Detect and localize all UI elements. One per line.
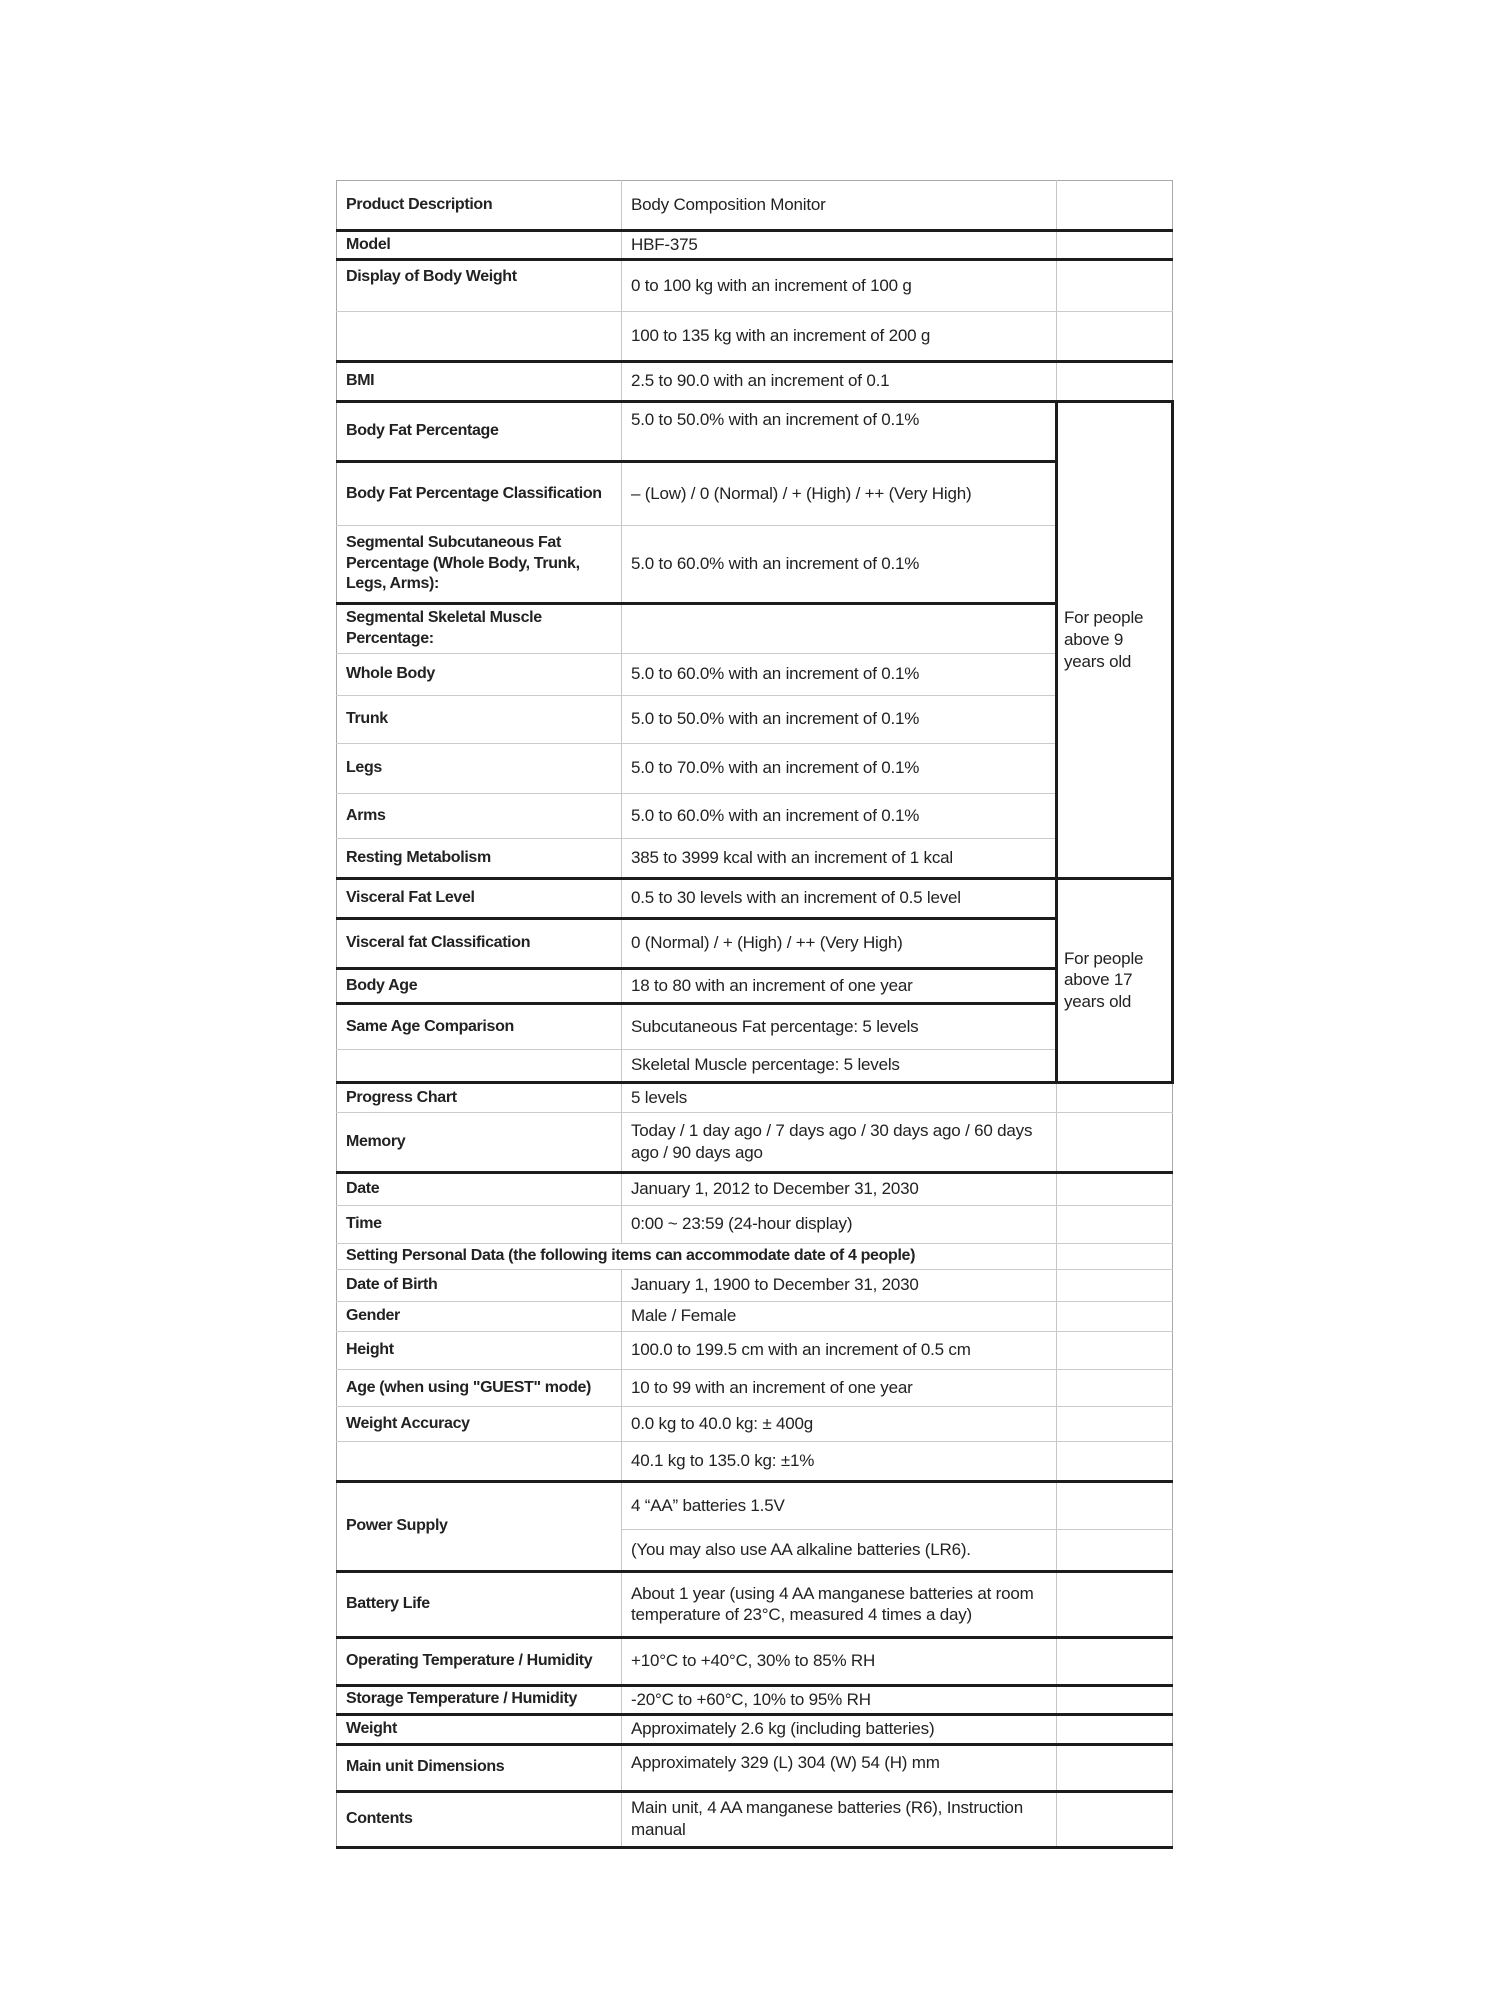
empty-cell — [1057, 1369, 1173, 1406]
empty-cell — [1057, 361, 1173, 401]
table-row — [337, 1406, 1173, 1441]
table-row — [337, 838, 1173, 878]
spec-value: 10 to 99 with an increment of one year — [622, 1369, 1057, 1406]
table-row — [337, 1205, 1173, 1243]
spec-label: BMI — [337, 361, 622, 401]
spec-label: Progress Chart — [337, 1082, 622, 1112]
empty-cell — [1057, 1269, 1173, 1301]
spec-label: Height — [337, 1331, 622, 1369]
spec-value: 5.0 to 70.0% with an increment of 0.1% — [622, 743, 1057, 793]
spec-value: 0 (Normal) / + (High) / ++ (Very High) — [622, 918, 1057, 968]
spec-label: Storage Temperature / Humidity — [337, 1685, 622, 1714]
table-row — [337, 311, 1173, 361]
empty-cell — [1057, 1243, 1173, 1269]
spec-value: Skeletal Muscle percentage: 5 levels — [622, 1049, 1057, 1082]
empty-cell — [1057, 1571, 1173, 1637]
table-row — [337, 1269, 1173, 1301]
spec-value: 18 to 80 with an increment of one year — [622, 968, 1057, 1003]
empty-cell — [1057, 1791, 1173, 1847]
spec-value: 5.0 to 60.0% with an increment of 0.1% — [622, 793, 1057, 838]
spec-label: Body Fat Percentage — [337, 401, 622, 461]
table-row — [337, 1685, 1173, 1714]
table-row — [337, 1791, 1173, 1847]
spec-value: Subcutaneous Fat percentage: 5 levels — [622, 1003, 1057, 1049]
spec-label: Same Age Comparison — [337, 1003, 622, 1049]
table-row — [337, 231, 1173, 260]
spec-value: Body Composition Monitor — [622, 181, 1057, 231]
age-note-above-9: For people above 9 years old — [1057, 401, 1173, 878]
empty-cell — [1057, 1331, 1173, 1369]
age-note-above-17: For people above 17 years old — [1057, 878, 1173, 1082]
empty-cell — [1057, 1205, 1173, 1243]
spec-label: Power Supply — [337, 1481, 622, 1571]
spec-value: 0 to 100 kg with an increment of 100 g — [622, 259, 1057, 311]
table-row — [337, 1331, 1173, 1369]
table-row — [337, 695, 1173, 743]
table-row — [337, 1369, 1173, 1406]
table-row — [337, 361, 1173, 401]
table-row — [337, 1301, 1173, 1331]
spec-value: 5 levels — [622, 1082, 1057, 1112]
spec-label: Contents — [337, 1791, 622, 1847]
table-row — [337, 918, 1173, 968]
spec-value: Approximately 2.6 kg (including batteries) — [622, 1714, 1057, 1744]
spec-label: Legs — [337, 743, 622, 793]
spec-label — [337, 1049, 622, 1082]
table-row — [337, 401, 1173, 461]
spec-value: 4 “AA” batteries 1.5V — [622, 1481, 1057, 1529]
table-row — [337, 1112, 1173, 1172]
spec-value: 40.1 kg to 135.0 kg: ±1% — [622, 1441, 1057, 1481]
spec-value — [622, 603, 1057, 653]
spec-value: 2.5 to 90.0 with an increment of 0.1 — [622, 361, 1057, 401]
table-row — [337, 968, 1173, 1003]
table-row — [337, 743, 1173, 793]
spec-value: Male / Female — [622, 1301, 1057, 1331]
table-row — [337, 1243, 1173, 1269]
spec-label: Trunk — [337, 695, 622, 743]
empty-cell — [1057, 1172, 1173, 1205]
spec-label — [337, 1441, 622, 1481]
table-row — [337, 1637, 1173, 1685]
spec-value: 5.0 to 50.0% with an increment of 0.1% — [622, 401, 1057, 461]
spec-label: Whole Body — [337, 653, 622, 695]
spec-label: Resting Metabolism — [337, 838, 622, 878]
empty-cell — [1057, 1637, 1173, 1685]
spec-value: 100 to 135 kg with an increment of 200 g — [622, 311, 1057, 361]
empty-cell — [1057, 1441, 1173, 1481]
empty-cell — [1057, 231, 1173, 260]
spec-label: Operating Temperature / Humidity — [337, 1637, 622, 1685]
spec-label: Date of Birth — [337, 1269, 622, 1301]
specifications-table — [336, 180, 1174, 1849]
spec-value: – (Low) / 0 (Normal) / + (High) / ++ (Very High) — [622, 461, 1057, 525]
spec-label: Weight Accuracy — [337, 1406, 622, 1441]
spec-value: 385 to 3999 kcal with an increment of 1 kcal — [622, 838, 1057, 878]
spec-value: 100.0 to 199.5 cm with an increment of 0.5 cm — [622, 1331, 1057, 1369]
spec-value: 5.0 to 50.0% with an increment of 0.1% — [622, 695, 1057, 743]
empty-cell — [1057, 1406, 1173, 1441]
table-row — [337, 1003, 1173, 1049]
empty-cell — [1057, 1112, 1173, 1172]
spec-value: (You may also use AA alkaline batteries (LR6). — [622, 1529, 1057, 1571]
spec-label: Product Description — [337, 181, 622, 231]
spec-value: January 1, 1900 to December 31, 2030 — [622, 1269, 1057, 1301]
spec-label: Main unit Dimensions — [337, 1744, 622, 1791]
empty-cell — [1057, 1529, 1173, 1571]
spec-value: About 1 year (using 4 AA manganese batteries at room temperature of 23°C, measured 4 times a day) — [622, 1571, 1057, 1637]
table-row — [337, 1571, 1173, 1637]
spec-label: Gender — [337, 1301, 622, 1331]
table-row — [337, 1172, 1173, 1205]
spec-value: 0.5 to 30 levels with an increment of 0.5 level — [622, 878, 1057, 918]
spec-label — [337, 311, 622, 361]
table-row — [337, 653, 1173, 695]
spec-value: Today / 1 day ago / 7 days ago / 30 days ago / 60 days ago / 90 days ago — [622, 1112, 1057, 1172]
spec-value: 5.0 to 60.0% with an increment of 0.1% — [622, 653, 1057, 695]
spec-label: Time — [337, 1205, 622, 1243]
spec-label: Segmental Skeletal Muscle Percentage: — [337, 603, 622, 653]
spec-label: Visceral fat Classification — [337, 918, 622, 968]
empty-cell — [1057, 1301, 1173, 1331]
spec-label: Battery Life — [337, 1571, 622, 1637]
spec-label: Display of Body Weight — [337, 259, 622, 311]
spec-value: -20°C to +60°C, 10% to 95% RH — [622, 1685, 1057, 1714]
table-row — [337, 525, 1173, 603]
table-row — [337, 259, 1173, 311]
spec-label: Model — [337, 231, 622, 260]
empty-cell — [1057, 259, 1173, 311]
table-row — [337, 461, 1173, 525]
spec-value: Approximately 329 (L) 304 (W) 54 (H) mm — [622, 1744, 1057, 1791]
spec-label: Body Fat Percentage Classification — [337, 461, 622, 525]
empty-cell — [1057, 1082, 1173, 1112]
table-row — [337, 181, 1173, 231]
table-row — [337, 1744, 1173, 1791]
empty-cell — [1057, 1481, 1173, 1529]
spec-value: January 1, 2012 to December 31, 2030 — [622, 1172, 1057, 1205]
empty-cell — [1057, 311, 1173, 361]
empty-cell — [1057, 181, 1173, 231]
table-row — [337, 793, 1173, 838]
spec-value: Main unit, 4 AA manganese batteries (R6), Instruction manual — [622, 1791, 1057, 1847]
spec-label: Visceral Fat Level — [337, 878, 622, 918]
spec-value: HBF-375 — [622, 231, 1057, 260]
table-row — [337, 1714, 1173, 1744]
table-row — [337, 1082, 1173, 1112]
spec-label: Body Age — [337, 968, 622, 1003]
spec-value: 0.0 kg to 40.0 kg: ± 400g — [622, 1406, 1057, 1441]
table-row — [337, 1481, 1173, 1529]
spec-label: Arms — [337, 793, 622, 838]
spec-value: 5.0 to 60.0% with an increment of 0.1% — [622, 525, 1057, 603]
spec-value: +10°C to +40°C, 30% to 85% RH — [622, 1637, 1057, 1685]
empty-cell — [1057, 1744, 1173, 1791]
table-row — [337, 603, 1173, 653]
section-header: Setting Personal Data (the following items can accommodate date of 4 people) — [337, 1243, 1057, 1269]
spec-value: 0:00 ~ 23:59 (24-hour display) — [622, 1205, 1057, 1243]
spec-label: Date — [337, 1172, 622, 1205]
spec-label: Memory — [337, 1112, 622, 1172]
table-row — [337, 1049, 1173, 1082]
spec-label: Weight — [337, 1714, 622, 1744]
spec-label: Segmental Subcutaneous Fat Percentage (Whole Body, Trunk, Legs, Arms): — [337, 525, 622, 603]
table-row — [337, 1441, 1173, 1481]
table-row — [337, 878, 1173, 918]
empty-cell — [1057, 1714, 1173, 1744]
spec-label: Age (when using "GUEST" mode) — [337, 1369, 622, 1406]
empty-cell — [1057, 1685, 1173, 1714]
